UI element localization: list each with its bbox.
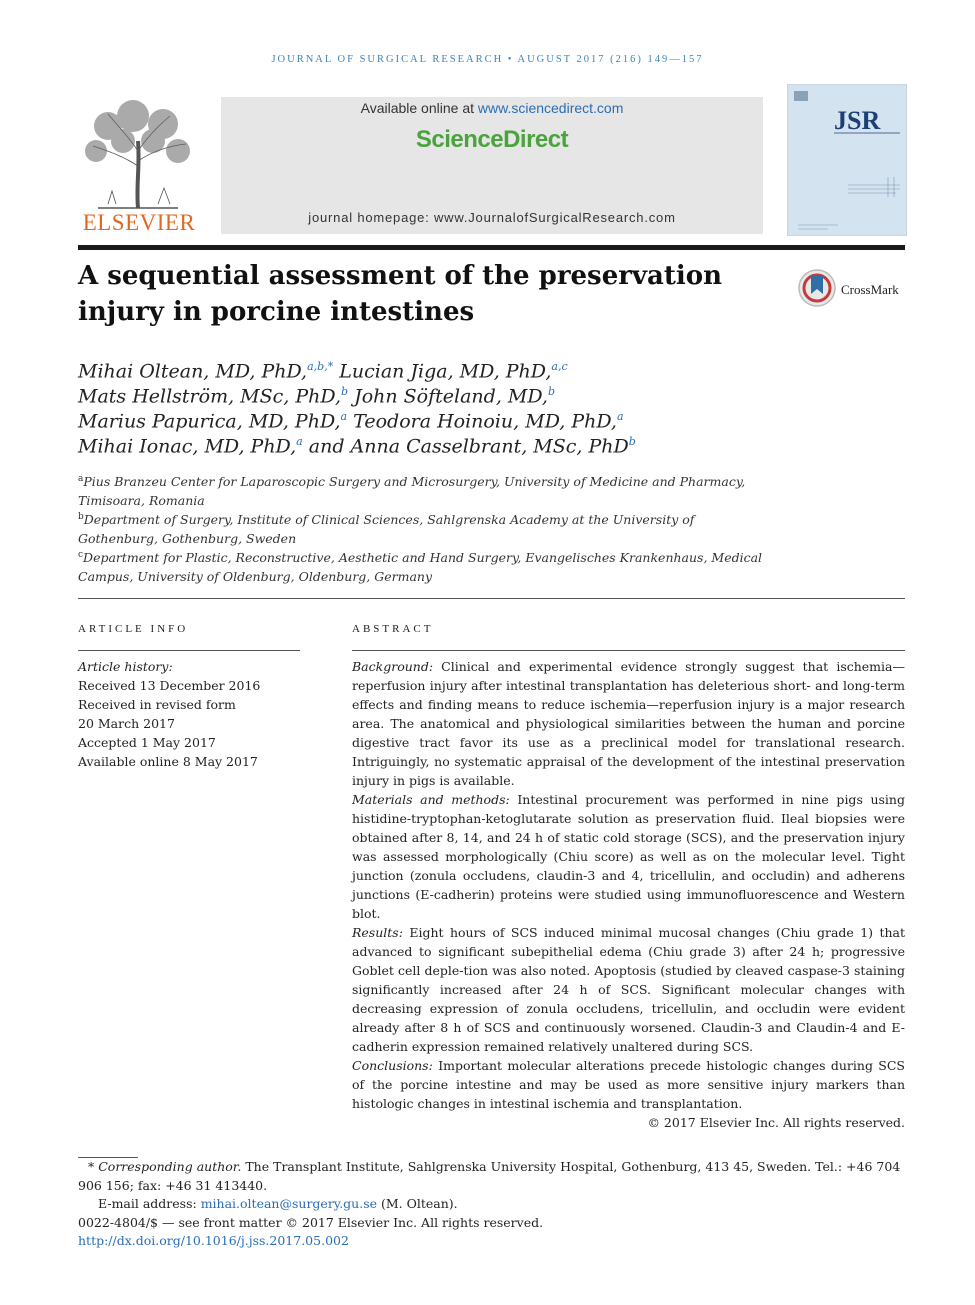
affiliation-text: Pius Branzeu Center for Laparoscopic Surgery and Microsurgery, University of Medicine and Pharmacy, Timisoara, Romania xyxy=(78,474,746,509)
conclusions-text: Important molecular alterations precede histologic changes during SCS of the porcine intestine and may be used as more sensitive injury markers than histologic changes in intestinal ischemia and transplantation. xyxy=(352,1058,905,1111)
crossmark-label[interactable]: CrossMark xyxy=(841,282,899,297)
author-name[interactable]: Lucian Jiga, MD, PhD, xyxy=(333,360,552,383)
footnote xyxy=(78,1158,905,1251)
results-label: Results: xyxy=(352,925,403,940)
cover-title: JSR xyxy=(834,106,881,135)
elsevier-wordmark: ELSEVIER xyxy=(82,210,196,235)
methods-label: Materials and methods: xyxy=(352,792,510,807)
history-label: Article history: xyxy=(78,659,173,674)
cover-graphic xyxy=(788,85,906,235)
affiliation-a xyxy=(78,470,778,510)
author-affiliation-mark[interactable]: a xyxy=(616,410,624,423)
author-name[interactable]: Teodora Hoinoiu, MD, PhD, xyxy=(347,410,617,433)
abstract-rule xyxy=(352,650,905,651)
article-info-heading: ARTICLE INFO xyxy=(78,623,189,635)
received-date: Received 13 December 2016 xyxy=(78,678,261,693)
journal-homepage[interactable]: journal homepage: www.JournalofSurgicalResearch.com xyxy=(308,210,676,225)
author-line-1 xyxy=(78,360,568,382)
author-line-4 xyxy=(78,435,636,457)
affiliation-c xyxy=(78,546,778,586)
author-affiliation-mark[interactable]: b xyxy=(341,385,349,398)
journal-cover-thumbnail xyxy=(787,84,907,236)
author-affiliation-mark[interactable]: b xyxy=(628,435,636,448)
author-affiliation-mark[interactable]: a,c xyxy=(551,360,568,373)
available-online-text xyxy=(221,100,763,116)
affiliation-text: Department for Plastic, Reconstructive, Aesthetic and Hand Surgery, Evangelisches Krankenhaus, Medical Campus, University of Oldenburg, Oldenburg, Germany xyxy=(78,550,763,585)
corresponding-label: Corresponding author. xyxy=(98,1159,242,1174)
methods-text: Intestinal procurement was performed in nine pigs using histidine-tryptophan-ketoglutarate solution as preservation fluid. Ileal biopsies were obtained after 8, 14, and 24 h of static cold storage (SCS), and the preservation injury was assessed morphologically (Chiu score) as well as on the molecular level. Tight junction (zonula occludens, claudin-3 and 4, tricellulin, and occludin) and adherens junctions (E-cadherin) proteins were studied using immunofluorescence and Western blot. xyxy=(352,792,905,921)
available-prefix: Available online at xyxy=(360,100,478,116)
author-affiliation-mark[interactable]: b xyxy=(547,385,556,398)
revised-date: 20 March 2017 xyxy=(78,716,175,731)
article-info-rule xyxy=(78,650,300,651)
corresponding-text: The Transplant Institute, Sahlgrenska University Hospital, Gothenburg, 413 45, Sweden. Tel.: +46 704 906 156; fax: +46 31 413440. xyxy=(78,1159,901,1193)
sciencedirect-link[interactable]: www.sciencedirect.com xyxy=(477,100,624,116)
sciencedirect-brand: ScienceDirect xyxy=(415,126,569,153)
author-name[interactable]: Mihai Oltean, MD, PhD, xyxy=(78,360,308,383)
author-line-2 xyxy=(78,385,555,407)
author-name[interactable]: Mats Hellström, MSc, PhD, xyxy=(78,385,341,408)
corresponding-author-note xyxy=(78,1158,905,1195)
results-text: Eight hours of SCS induced minimal mucosal changes (Chiu grade 1) that advanced to significant subepithelial edema (Chiu grade 3) after 24 h; progressive Goblet cell deple-tion was also noted. Apoptosis (studied by cleaved caspase-3 staining significantly increased after 24 h of SCS. Significant molecular changes with decreasing expression of zonula occludens, tricellulin, and occludin were evident already after 8 h of SCS and continuously worsened. Claudin-3 and Claudin-4 and E-cadherin expression remained relatively unaltered during SCS. xyxy=(352,925,905,1054)
abstract-conclusions xyxy=(352,1056,905,1113)
abstract-body xyxy=(352,657,905,1132)
affiliation-mark: c xyxy=(78,550,84,560)
conclusions-label: Conclusions: xyxy=(352,1058,433,1073)
email-link[interactable]: mihai.oltean@surgery.gu.se xyxy=(200,1196,378,1211)
author-name[interactable]: Mihai Ionac, MD, PhD, xyxy=(78,435,297,458)
affiliation-text: Department of Surgery, Institute of Clinical Sciences, Sahlgrenska Academy at the University of Gothenburg, Gothenburg, Sweden xyxy=(78,512,695,547)
author-name[interactable]: Marius Papurica, MD, PhD, xyxy=(78,410,341,433)
section-rule xyxy=(78,598,905,599)
email-label: E-mail address: xyxy=(98,1196,201,1211)
corresponding-mark: * xyxy=(88,1159,95,1174)
abstract-heading: ABSTRACT xyxy=(352,623,434,635)
doi-link[interactable]: http://dx.doi.org/10.1016/j.jss.2017.05.002 xyxy=(78,1233,349,1248)
abstract-results xyxy=(352,923,905,1056)
author-name[interactable]: and Anna Casselbrant, MSc, PhD xyxy=(302,435,629,458)
background-text: Clinical and experimental evidence strongly suggest that ischemia—reperfusion injury after intestinal transplantation has deleterious short- and long-term effects and finding means to reduce ischemia—reperfusion injury is a major research area. The anatomical and physiological similarities between the human and porcine digestive tract favor its use as a preclinical model for translational research. Intriguingly, no systematic appraisal of the development of the intestinal preservation injury in pigs is available. xyxy=(352,659,905,788)
article-title xyxy=(78,258,768,330)
accepted-date: Accepted 1 May 2017 xyxy=(78,735,216,750)
abstract-background xyxy=(352,657,905,790)
email-line xyxy=(78,1195,905,1214)
copyright-notice: © 2017 Elsevier Inc. All rights reserved. xyxy=(647,1115,905,1130)
background-label: Background: xyxy=(352,659,434,674)
author-affiliation-mark[interactable]: a xyxy=(340,410,348,423)
revised-label: Received in revised form xyxy=(78,697,236,712)
author-line-3 xyxy=(78,410,624,432)
crossmark-icon[interactable] xyxy=(797,268,837,308)
affiliation-mark: a xyxy=(78,474,84,484)
author-affiliation-mark[interactable]: a xyxy=(296,435,303,448)
journal-running-header: JOURNAL OF SURGICAL RESEARCH • AUGUST 2017 (216) 149—157 xyxy=(271,54,704,65)
title-line-2: injury in porcine intestines xyxy=(78,297,475,327)
author-affiliation-mark[interactable]: a,b,* xyxy=(307,360,334,373)
issn-line: 0022-4804/$ — see front matter © 2017 Elsevier Inc. All rights reserved. xyxy=(78,1214,544,1230)
title-line-1: A sequential assessment of the preservation xyxy=(78,261,723,291)
author-name[interactable]: John Söfteland, MD, xyxy=(348,385,548,408)
online-date: Available online 8 May 2017 xyxy=(78,754,258,769)
affiliation-mark: b xyxy=(78,512,84,522)
email-suffix: (M. Oltean). xyxy=(377,1196,458,1211)
affiliation-b xyxy=(78,508,778,548)
header-rule xyxy=(78,245,905,250)
article-history xyxy=(78,657,308,771)
abstract-methods xyxy=(352,790,905,923)
